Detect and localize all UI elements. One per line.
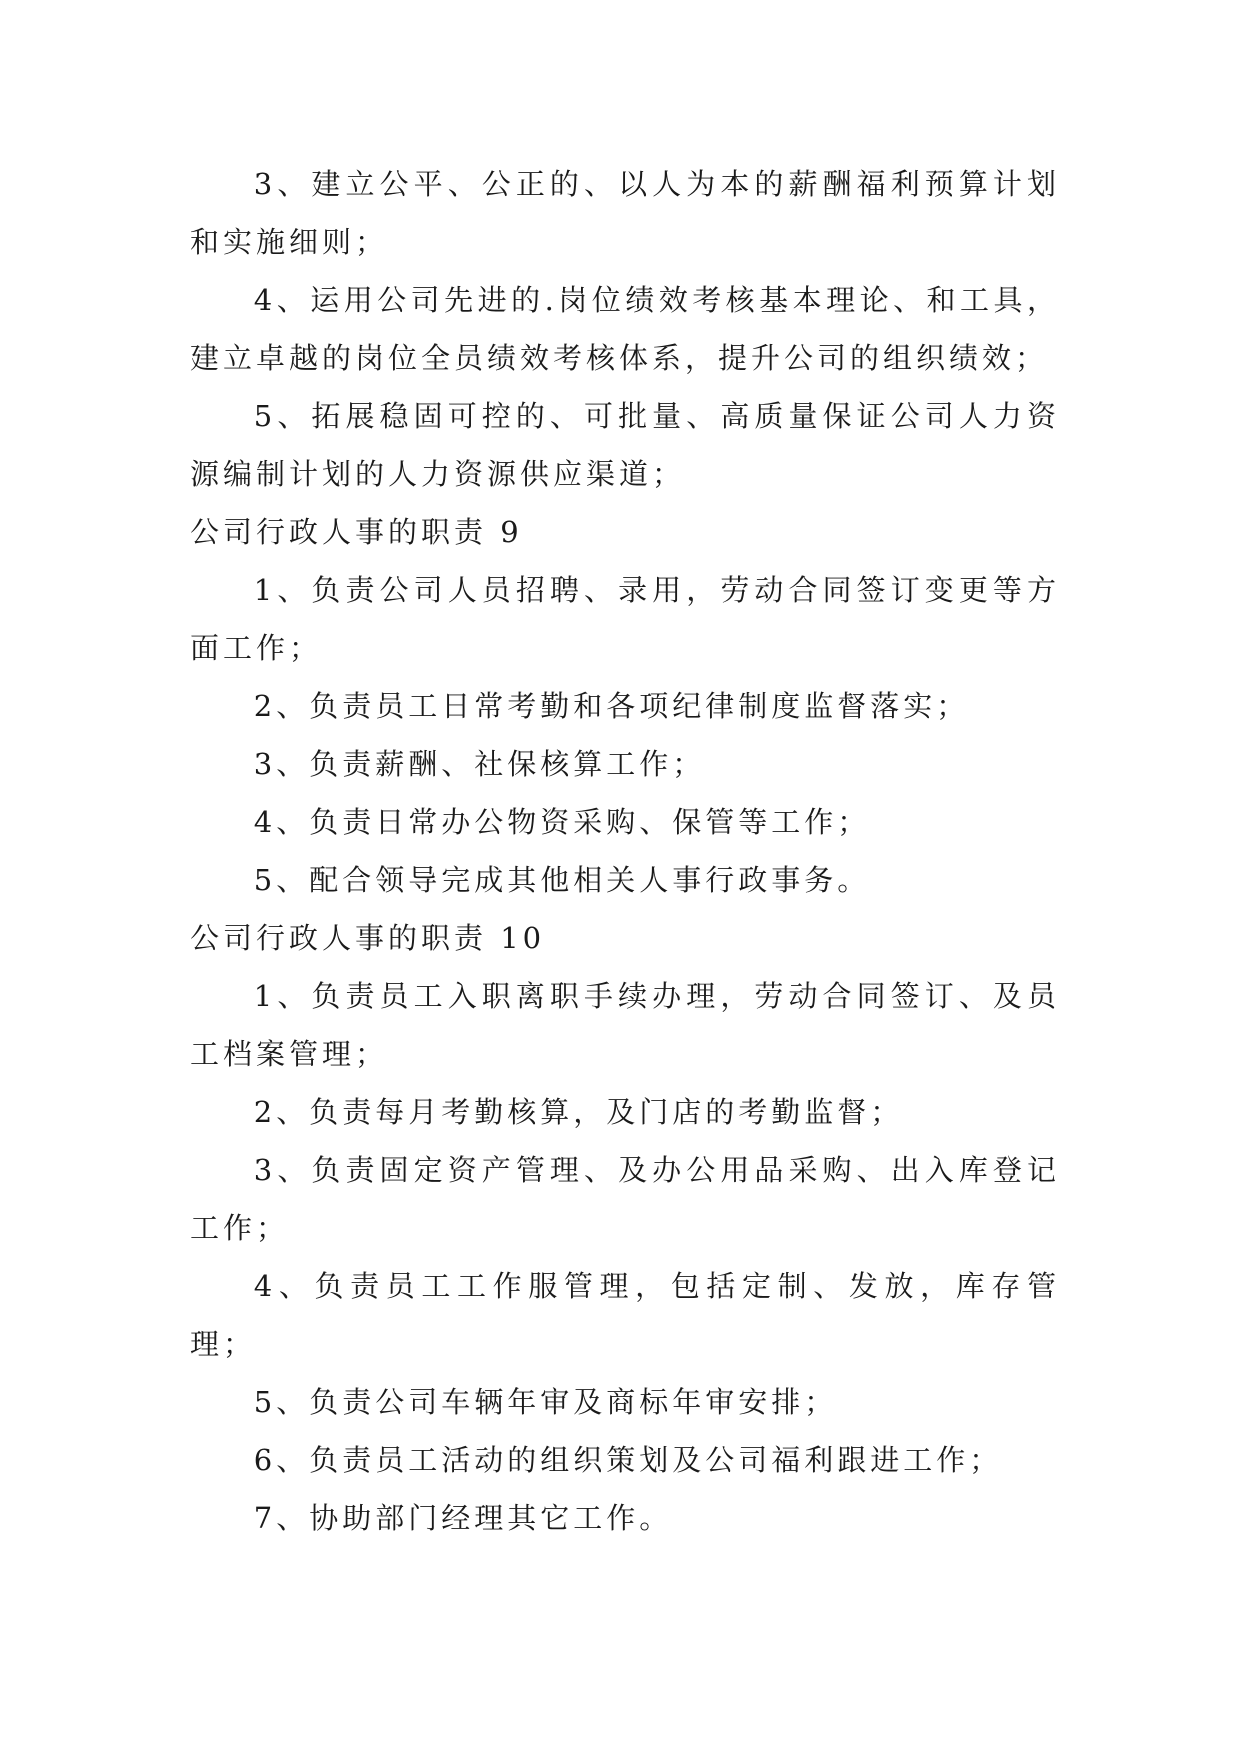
- paragraph: 4、负责员工工作服管理，包括定制、发放，库存管理；: [190, 1269, 1060, 1361]
- paragraph: 4、负责日常办公物资采购、保管等工作；: [253, 805, 871, 839]
- paragraph: 2、负责每月考勤核算，及门店的考勤监督；: [253, 1095, 904, 1129]
- paragraph: 3、负责固定资产管理、及办公用品采购、出入库登记工作；: [190, 1153, 1060, 1245]
- paragraph: 4、运用公司先进的.岗位绩效考核基本理论、和工具，建立卓越的岗位全员绩效考核体系，提升公司的组织绩效；: [190, 283, 1060, 375]
- paragraph: 1、负责员工入职离职手续办理，劳动合同签订、及员工档案管理；: [190, 979, 1060, 1071]
- paragraph: 5、配合领导完成其他相关人事行政事务。: [253, 863, 871, 897]
- paragraph: 5、负责公司车辆年审及商标年审安排；: [253, 1385, 838, 1419]
- paragraph: 2、负责员工日常考勤和各项纪律制度监督落实；: [253, 689, 970, 723]
- paragraph: 3、负责薪酬、社保核算工作；: [253, 747, 706, 781]
- section-heading: 公司行政人事的职责 9: [190, 515, 523, 549]
- paragraph: 7、协助部门经理其它工作。: [253, 1501, 673, 1535]
- paragraph: 5、拓展稳固可控的、可批量、高质量保证公司人力资源编制计划的人力资源供应渠道；: [190, 399, 1060, 491]
- document-body: [190, 155, 1060, 1547]
- section-heading: 公司行政人事的职责 10: [190, 921, 546, 955]
- paragraph: 1、负责公司人员招聘、录用，劳动合同签订变更等方面工作；: [190, 573, 1060, 665]
- paragraph: 3、建立公平、公正的、以人为本的薪酬福利预算计划和实施细则；: [190, 167, 1060, 259]
- paragraph: 6、负责员工活动的组织策划及公司福利跟进工作；: [253, 1443, 1003, 1477]
